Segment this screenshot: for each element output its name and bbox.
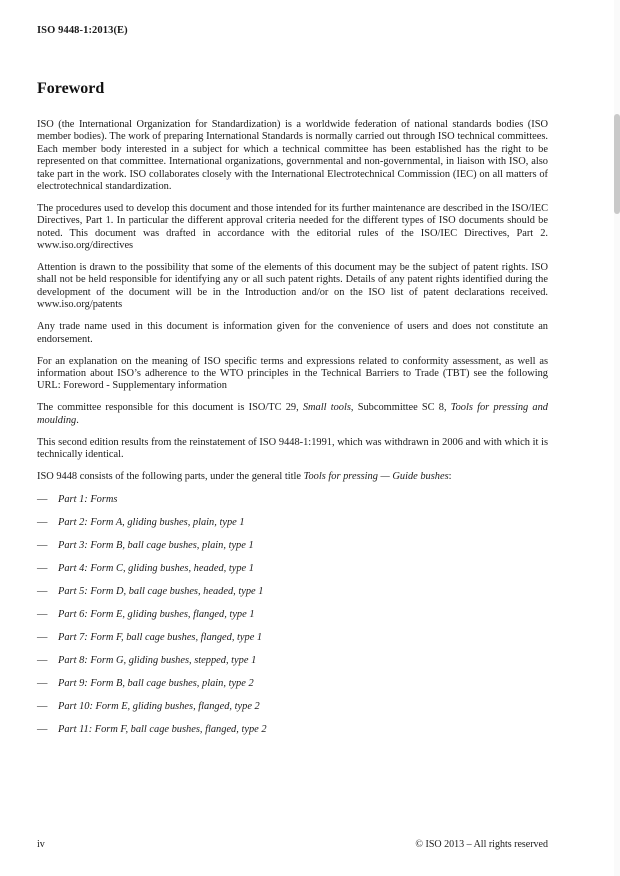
list-item	[37, 609, 548, 621]
list-item	[37, 586, 548, 598]
list-item-text: Part 7: Form F, ball cage bushes, flanged, type 1	[58, 632, 263, 644]
paragraph-procedures	[37, 203, 548, 253]
list-item	[37, 540, 548, 552]
paragraph-committee	[37, 402, 548, 427]
list-item-text: Part 6: Form E, gliding bushes, flanged, type 1	[58, 609, 255, 621]
list-dash: —	[37, 609, 48, 621]
page-title: Foreword	[37, 80, 105, 97]
list-dash: —	[37, 655, 48, 667]
paragraph-parts-intro	[37, 471, 548, 483]
scrollbar-track[interactable]	[614, 0, 620, 876]
list-item-text: Part 9: Form B, ball cage bushes, plain, type 2	[58, 678, 254, 690]
paragraph-committee-text2: , Subcommittee SC 8,	[350, 402, 451, 414]
list-item-text: Part 8: Form G, gliding bushes, stepped, type 1	[58, 655, 257, 667]
list-dash: —	[37, 678, 48, 690]
list-dash: —	[37, 540, 48, 552]
list-item	[37, 563, 548, 575]
paragraph-iso-federation: ISO (the International Organization for Standardization) is a worldwide federation of national standards bodies (ISO member bodies). The work of preparing International Standards is normally carried out through ISO technical committees. Each member body interested in a subject for which a technical committee has been established has the right to be represented on that committee. International organizations, governmental and non-governmental, in liaison with ISO, also take part in the work. ISO collaborates closely with the International Electrotechnical Commission (IEC) on all matters of electrotechnical standardization.	[37, 119, 548, 193]
running-header: ISO 9448-1:2013(E)	[37, 25, 128, 36]
paragraph-committee-text: The committee responsible for this document is ISO/TC 29,	[37, 402, 303, 414]
paragraph-parts-intro-colon: :	[448, 470, 452, 482]
list-item	[37, 724, 548, 736]
list-item-text: Part 2: Form A, gliding bushes, plain, type 1	[58, 517, 245, 529]
list-item-text: Part 11: Form F, ball cage bushes, flanged, type 2	[58, 724, 267, 736]
list-dash: —	[37, 701, 48, 713]
list-item	[37, 494, 548, 506]
paragraph-committee-period: .	[76, 414, 79, 426]
list-item-text: Part 4: Form C, gliding bushes, headed, type 1	[58, 563, 254, 575]
series-general-title: Tools for pressing — Guide bushes	[303, 470, 449, 482]
list-item	[37, 632, 548, 644]
paragraph-patent-rights-text: Attention is drawn to the possibility that some of the elements of this document may be the subject of patent rights. ISO shall not be held responsible for identifying any or all such patent rights. Details of any patent rights identified during the development of the document will be in the Introduction and/or on the ISO list of patent declarations received.	[37, 262, 548, 298]
link-foreword-supplementary[interactable]: Foreword - Supplementary information	[63, 380, 227, 392]
subcommittee-name: Tools for pressing and moulding	[37, 402, 548, 426]
link-iso-directives[interactable]: www.iso.org/directives	[37, 240, 134, 252]
list-dash: —	[37, 517, 48, 529]
scrollbar-thumb[interactable]	[614, 114, 620, 214]
list-dash: —	[37, 632, 48, 644]
paragraph-parts-intro-text: ISO 9448 consists of the following parts, under the general title	[37, 470, 304, 482]
parts-list	[37, 494, 548, 736]
list-item	[37, 517, 548, 529]
copyright-notice: © ISO 2013 – All rights reserved	[415, 839, 548, 850]
list-dash: —	[37, 724, 48, 736]
list-item	[37, 678, 548, 690]
page-footer	[37, 839, 548, 850]
committee-name-small-tools: Small tools	[302, 402, 351, 414]
list-dash: —	[37, 494, 48, 506]
page-number: iv	[37, 839, 45, 850]
list-item-text: Part 1: Forms	[58, 494, 118, 506]
list-item	[37, 655, 548, 667]
list-dash: —	[37, 586, 48, 598]
paragraph-patent-rights	[37, 262, 548, 312]
list-item	[37, 701, 548, 713]
paragraph-procedures-text: The procedures used to develop this document and those intended for its further maintenance are described in the ISO/IEC Directives, Part 1. In particular the different approval criteria needed for the different types of ISO documents should be noted. This document was drafted in accordance with the editorial rules of the ISO/IEC Directives, Part 2.	[37, 202, 548, 239]
list-item-text: Part 5: Form D, ball cage bushes, headed, type 1	[58, 586, 264, 598]
paragraph-trade-name: Any trade name used in this document is information given for the convenience of users and does not constitute an endorsement.	[37, 321, 548, 345]
list-item-text: Part 10: Form E, gliding bushes, flanged, type 2	[58, 701, 260, 713]
link-iso-patents[interactable]: www.iso.org/patents	[37, 299, 123, 311]
paragraph-edition-history: This second edition results from the reinstatement of ISO 9448-1:1991, which was withdrawn in 2006 and with which it is technically identical.	[37, 436, 548, 460]
list-item-text: Part 3: Form B, ball cage bushes, plain, type 1	[58, 540, 254, 552]
paragraph-conformity-text: For an explanation on the meaning of ISO specific terms and expressions related to conformity assessment, as well as information about ISO’s adherence to the WTO principles in the Technical Barriers to Trade (TBT) see the following URL:	[37, 355, 548, 392]
list-dash: —	[37, 563, 48, 575]
paragraph-conformity	[37, 356, 548, 393]
